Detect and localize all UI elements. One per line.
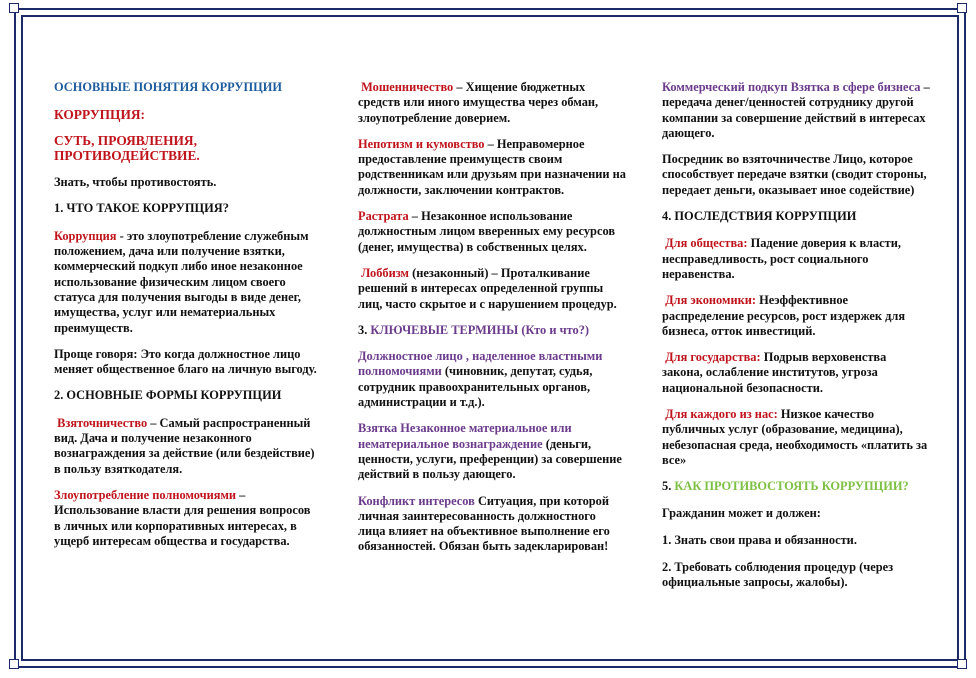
heading-main: ОСНОВНЫЕ ПОНЯТИЯ КОРРУПЦИИ xyxy=(54,80,283,94)
section-5-heading: 5. КАК ПРОТИВОСТОЯТЬ КОРРУПЦИИ? xyxy=(662,479,909,494)
duty-item-1: 1. Знать свои права и обязанности. xyxy=(662,532,857,547)
column-1 xyxy=(54,80,318,560)
corner-ornament-top-right xyxy=(957,3,967,13)
section-1-heading: 1. ЧТО ТАКОЕ КОРРУПЦИЯ? xyxy=(54,201,229,216)
term-commercial-bribery: Коммерческий подкуп Взятка в сфере бизнеса – передача денег/ценностей сотруднику другой компании за совершение действий в интересах дающего. xyxy=(662,80,930,140)
corner-ornament-bottom-left xyxy=(9,659,19,669)
column-3 xyxy=(662,80,930,602)
term-official: Должностное лицо , наделенное властными полномочиями (чиновник, депутат, судья, сотрудник правоохранительных органов, администрации и т.д.). xyxy=(358,349,603,410)
consequence-society: Для общества: Падение доверия к власти, несправедливость, рост социального неравенства. xyxy=(662,236,901,281)
form-lobbying: Лоббизм (незаконный) – Проталкивание решений в интересах определенной группы лиц, часто скрытое и с нарушением процедур. xyxy=(358,265,617,311)
duty-item-2: 2. Требовать соблюдения процедур (через официальные запросы, жалобы). xyxy=(662,560,894,590)
form-abuse-of-power: Злоупотребление полномочиями – Использование власти для решения вопросов в личных или корпоративных интересах, в ущерб интересам общества и государства. xyxy=(54,487,311,548)
section-3-heading: 3. КЛЮЧЕВЫЕ ТЕРМИНЫ (Кто и что?) xyxy=(358,322,590,337)
simple-explanation: Проще говоря: Это когда должностное лицо меняет общественное благо на личную выгоду. xyxy=(54,346,317,377)
corner-ornament-bottom-right xyxy=(957,659,967,669)
consequence-everyone: Для каждого из нас: Низкое качество публичных услуг (образование, медицина), небезопасная среда, необходимость «платить за все» xyxy=(662,407,928,467)
form-nepotism: Непотизм и кумовство – Неправомерное предоставление преимуществ своим родственникам или друзьям при назначении на должности, заключении контрактов. xyxy=(358,136,626,197)
consequence-state: Для государства: Подрыв верховенства закона, ослабление институтов, угроза национальной безопасности. xyxy=(662,350,887,395)
form-embezzlement: Растрата – Незаконное использование должностным лицом вверенных ему ресурсов (денег, имущества) в собственных целях. xyxy=(358,209,616,254)
section-2-heading: 2. ОСНОВНЫЕ ФОРМЫ КОРРУПЦИИ xyxy=(54,388,282,403)
column-2 xyxy=(358,80,626,566)
citizen-duty: Гражданин может и должен: xyxy=(662,505,821,520)
definition-paragraph: Коррупция - это злоупотребление служебным положением, дача или получение взятки, коммерческий подкуп либо иное незаконное использование физическим лицом своего статуса для получения выгоды в виде денег, имущества, услуг или нематериальных преимуществ. xyxy=(54,228,309,335)
form-bribery: Взяточничество – Самый распространенный вид. Дача и получение незаконного вознаграждения за действие (или бездействие) в пользу взяткодателя. xyxy=(54,415,315,476)
term-corruption: Коррупция xyxy=(54,228,117,243)
form-fraud: Мошенничество – Хищение бюджетных средств или иного имущества через обман, злоупотребление доверием. xyxy=(358,80,599,125)
consequence-economy: Для экономики: Неэффективное распределение ресурсов, рост издержек для бизнеса, отток инвестиций. xyxy=(662,293,906,338)
heading-corruption: КОРРУПЦИЯ: xyxy=(54,107,146,123)
term-bribe: Взятка Незаконное материальное или нематериальное вознаграждение (деньги, ценности, услуги, преференции) за совершение действий в пользу дающего. xyxy=(358,421,622,482)
section-4-heading: 4. ПОСЛЕДСТВИЯ КОРРУПЦИИ xyxy=(662,209,857,224)
term-conflict-of-interest: Конфликт интересов Ситуация, при которой личная заинтересованность должностного лица влияет на объективное выполнение его обязанностей. Обязан быть задекларирован! xyxy=(358,493,610,554)
term-intermediary: Посредник во взяточничестве Лицо, которое способствует передаче взятки (сводит стороны, передает деньги, оказывает иное содействие) xyxy=(662,152,927,197)
corner-ornament-top-left xyxy=(9,3,19,13)
intro-text: Знать, чтобы противостоять. xyxy=(54,175,217,190)
heading-subtitle: СУТЬ, ПРОЯВЛЕНИЯ, ПРОТИВОДЕЙСТВИЕ. xyxy=(54,132,200,163)
